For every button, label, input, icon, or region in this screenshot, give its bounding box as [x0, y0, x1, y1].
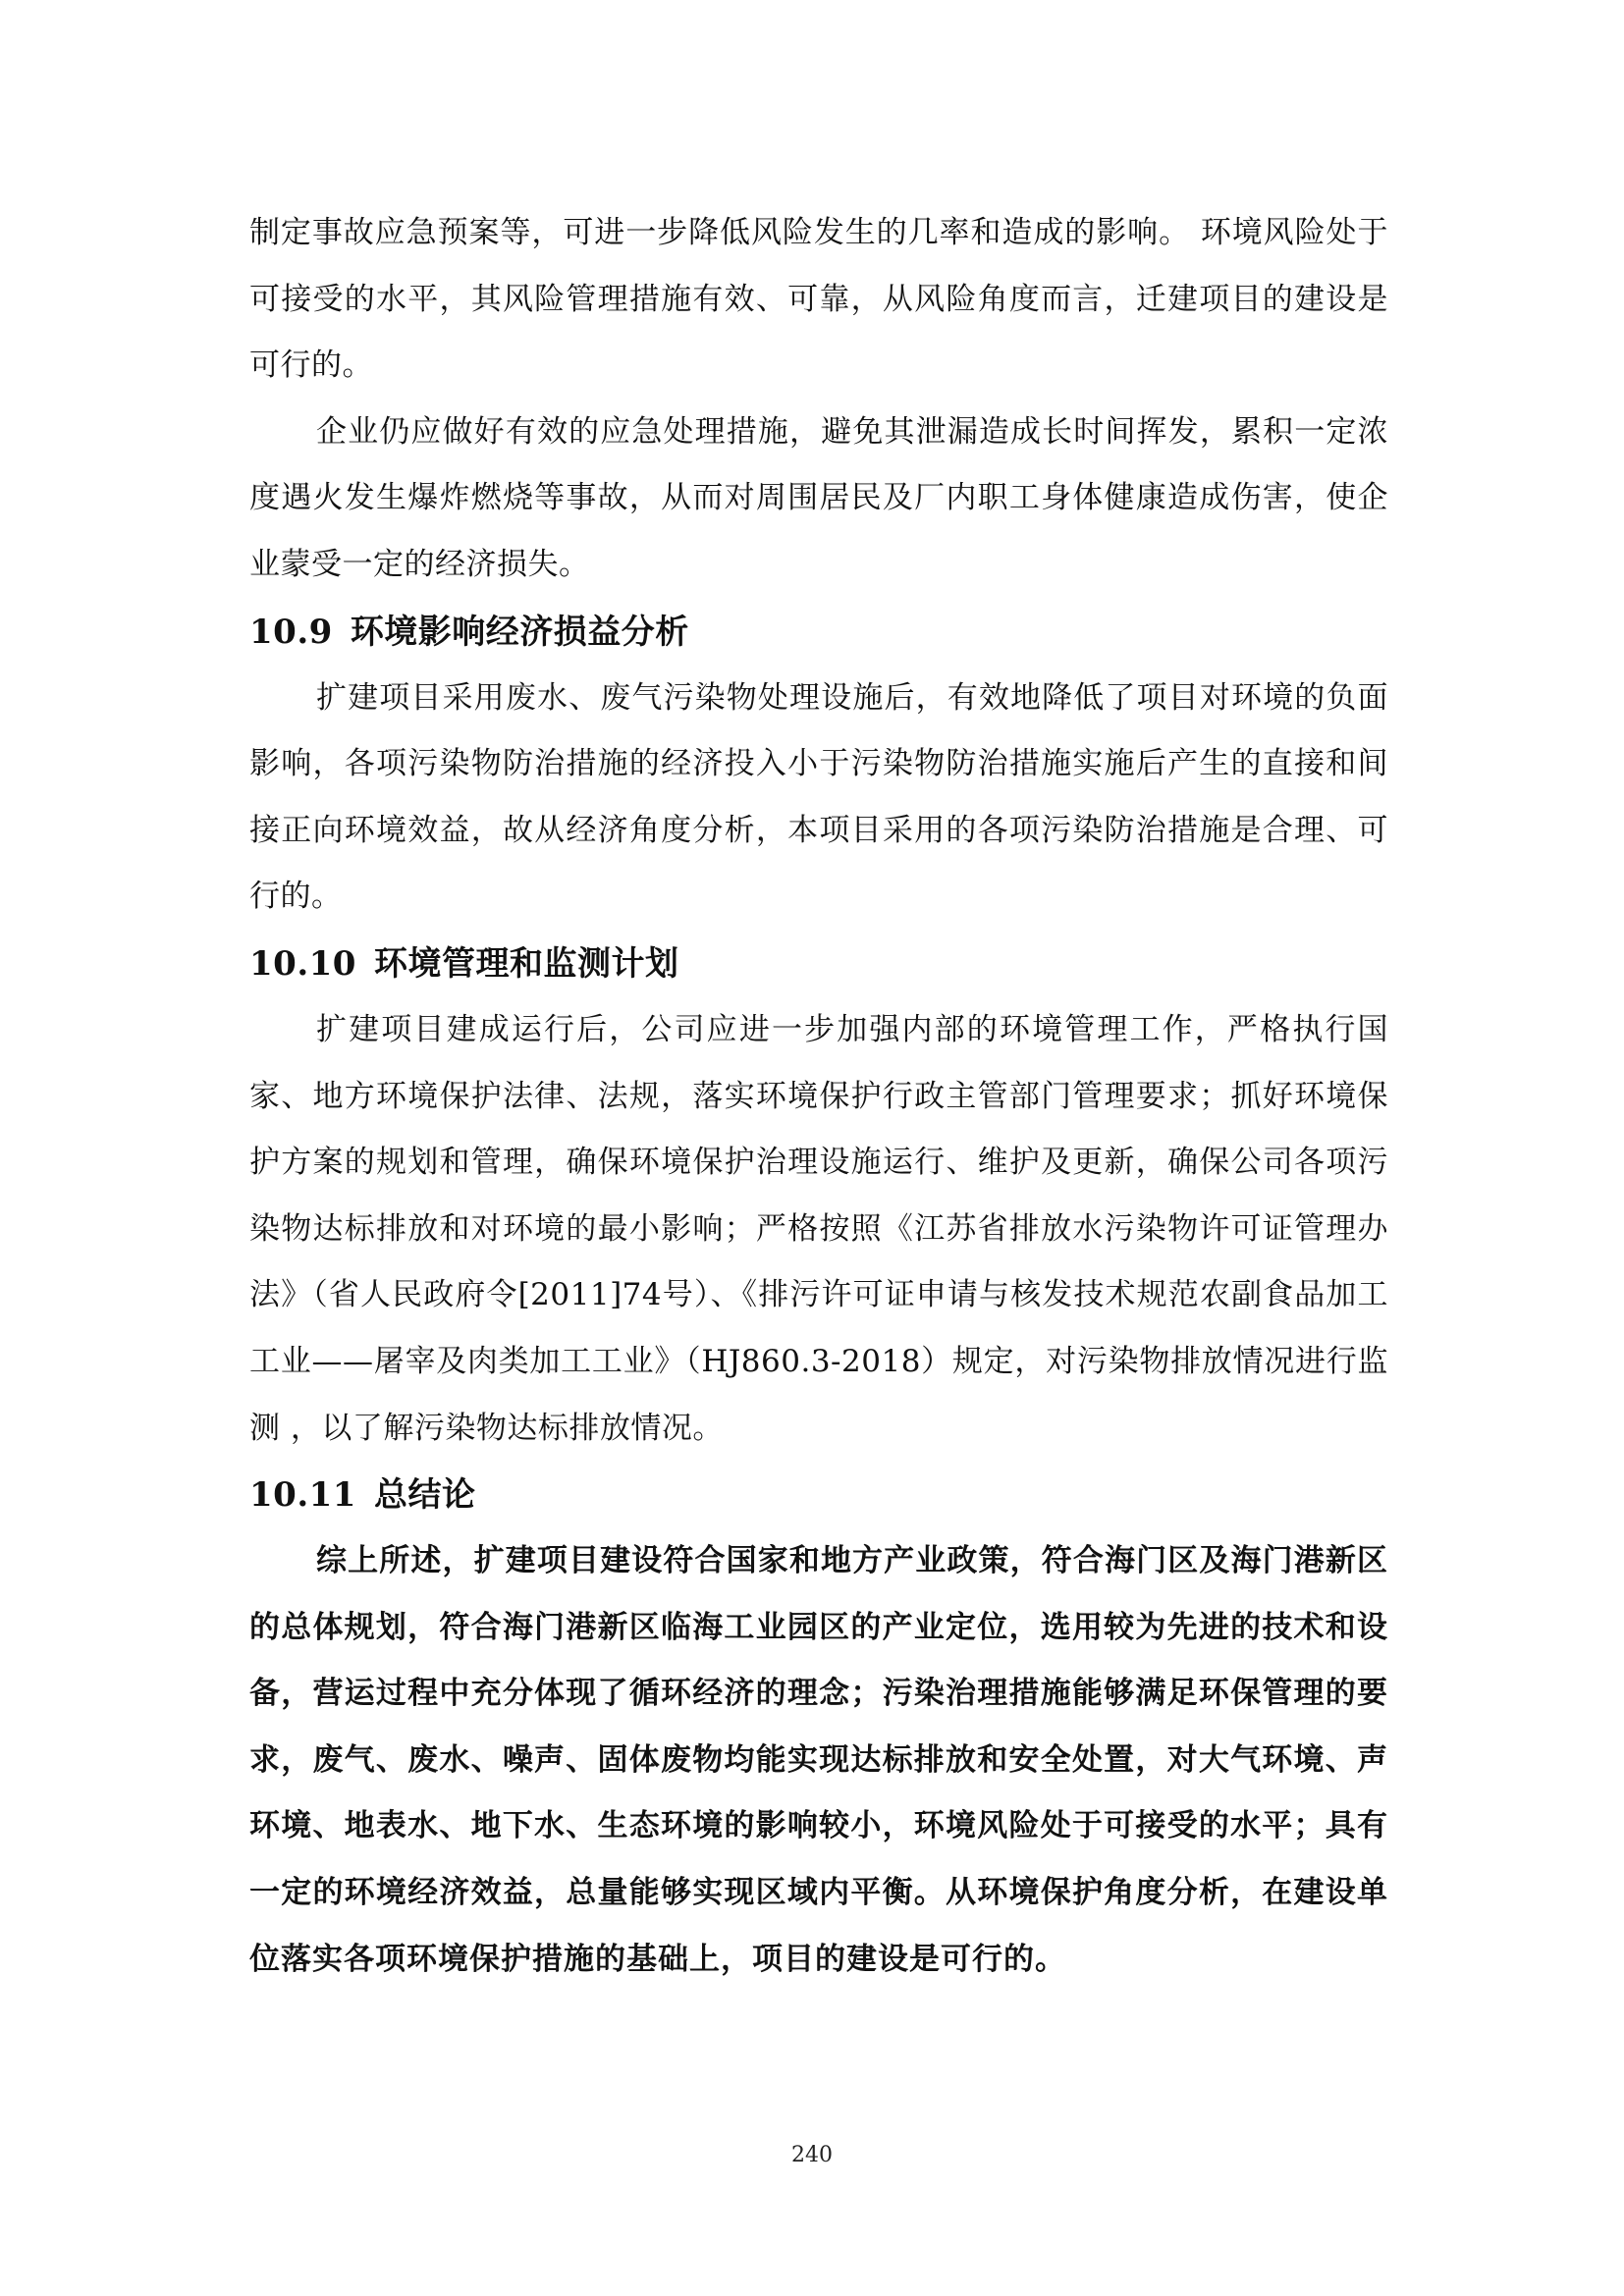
section-10-9-paragraph: 扩建项目采用废水、废气污染物处理设施后，有效地降低了项目对环境的负面影响，各项污染物防治措施的经济投入小于污染物防治措施实施后产生的直接和间接正向环境效益，故从经济角度分析，本项目采用的各项污染防治措施是合理、可行的。 — [249, 679, 1388, 915]
section-heading-10-9 — [249, 599, 1388, 666]
section-title: 环境管理和监测计划 — [373, 943, 679, 984]
section-number: 10.9 — [249, 612, 333, 652]
section-10-10-paragraph: 扩建项目建成运行后，公司应进一步加强内部的环境管理工作，严格执行国家、地方环境保护法律、法规，落实环境保护行政主管部门管理要求；抓好环境保护方案的规划和管理，确保环境保护治理设施运行、维护及更新，确保公司各项污染物达标排放和对环境的最小影响；严格按照《江苏省排放水污染物许可证管理办法》（省人民政府令[2011]74号）、《排污许可证申请与核发技术规范农副食品加工工业——屠宰及肉类加工工业》（HJ860.3-2018）规定，对污染物排放情况进行监测 ，以了解污染物达标排放情况。 — [249, 1011, 1388, 1446]
conclusion-paragraph: 综上所述，扩建项目建设符合国家和地方产业政策，符合海门区及海门港新区的总体规划，符合海门港新区临海工业园区的产业定位，选用较为先进的技术和设备，营运过程中充分体现了循环经济的理念；污染治理措施能够满足环保管理的要求，废气、废水、噪声、固体废物均能实现达标排放和安全处置，对大气环境、声环境、地表水、地下水、生态环境的影响较小，环境风险处于可接受的水平；具有一定的环境经济效益，总量能够实现区域内平衡。从环境保护角度分析，在建设单位落实各项环境保护措施的基础上，项目的建设是可行的。 — [249, 1543, 1388, 1977]
risk-paragraph: 企业仍应做好有效的应急处理措施，避免其泄漏造成长时间挥发，累积一定浓度遇火发生爆炸燃烧等事故，从而对周围居民及厂内职工身体健康造成伤害，使企业蒙受一定的经济损失。 — [249, 413, 1388, 582]
continued-paragraph: 制定事故应急预案等，可进一步降低风险发生的几率和造成的影响。 环境风险处于可接受的水平，其风险管理措施有效、可靠，从风险角度而言，迁建项目的建设是可行的。 — [249, 215, 1388, 384]
section-title: 总结论 — [373, 1475, 476, 1516]
section-title: 环境影响经济损益分析 — [350, 612, 689, 652]
section-heading-10-10 — [249, 931, 1388, 997]
section-number: 10.10 — [249, 943, 356, 984]
page-number: 240 — [791, 2143, 833, 2167]
section-heading-10-11 — [249, 1462, 1388, 1528]
section-number: 10.11 — [249, 1475, 356, 1516]
page-content — [249, 200, 1388, 1993]
